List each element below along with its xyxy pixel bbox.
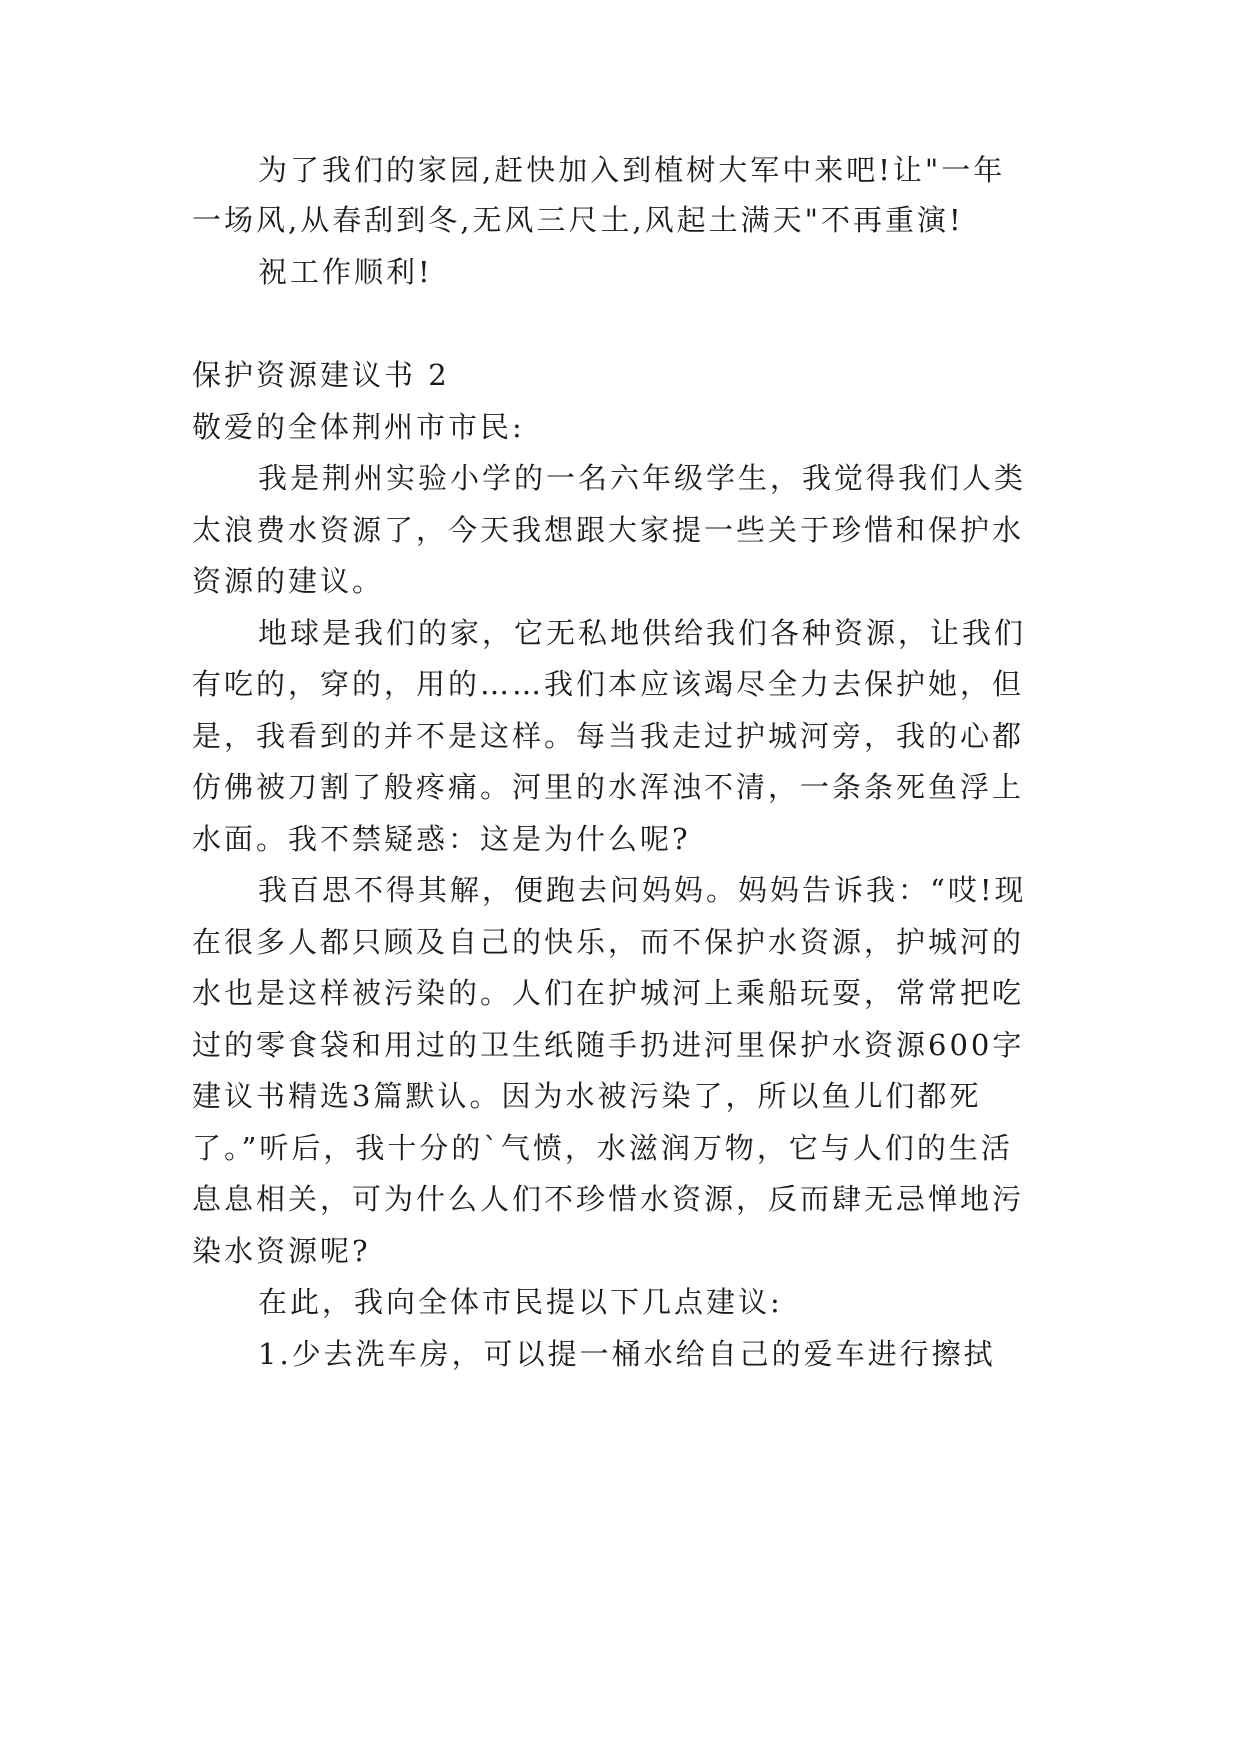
paragraph-line: 在此，我向全体市民提以下几点建议: [258,1285,783,1319]
paragraph-line: 染水资源呢? [192,1234,371,1268]
paragraph-line: 地球是我们的家，它无私地供给我们各种资源，让我们 [258,616,1027,650]
paragraph-line: 我是荆州实验小学的一名六年级学生，我觉得我们人类 [258,461,1027,495]
paragraph-line: 太浪费水资源了，今天我想跟大家提一些关于珍惜和保护水 [192,513,1025,547]
paragraph-line: 在很多人都只顾及自己的快乐，而不保护水资源，护城河的 [192,925,1025,959]
paragraph-line: 我百思不得其解，便跑去问妈妈。妈妈告诉我：“哎!现 [258,873,1027,907]
paragraph-line: 仿佛被刀割了般疼痛。河里的水浑浊不清，一条条死鱼浮上 [192,770,1025,804]
paragraph-line: 资源的建议。 [192,564,385,598]
paragraph-line: 息息相关，可为什么人们不珍惜水资源，反而肆无忌惮地污 [192,1182,1025,1216]
paragraph-line: 建议书精选3篇默认。因为水被污染了，所以鱼儿们都死 [192,1079,982,1113]
paragraph-line: 为了我们的家园,赶快加入到植树大军中来吧!让"一年 [258,153,1006,187]
paragraph-line: 过的零食袋和用过的卫生纸随手扔进河里保护水资源600字 [192,1028,1025,1062]
paragraph-line: 水面。我不禁疑惑：这是为什么呢? [192,822,691,856]
section-title: 保护资源建议书 2 [192,358,450,392]
paragraph-line: 有吃的，穿的，用的……我们本应该竭尽全力去保护她，但 [192,667,1025,701]
closing-remark: 祝工作顺利! [258,255,433,289]
paragraph-line: 水也是这样被污染的。人们在护城河上乘船玩耍，常常把吃 [192,976,1025,1010]
list-item: 1.少去洗车房，可以提一桶水给自己的爱车进行擦拭 [258,1337,996,1371]
salutation: 敬爱的全体荆州市市民: [192,410,525,444]
paragraph-line: 是，我看到的并不是这样。每当我走过护城河旁，我的心都 [192,719,1025,753]
paragraph-line: 一场风,从春刮到冬,无风三尺土,风起土满天"不再重演! [192,203,964,237]
paragraph-line: 了。”听后，我十分的`气愤，水滋润万物，它与人们的生活 [192,1131,1013,1165]
